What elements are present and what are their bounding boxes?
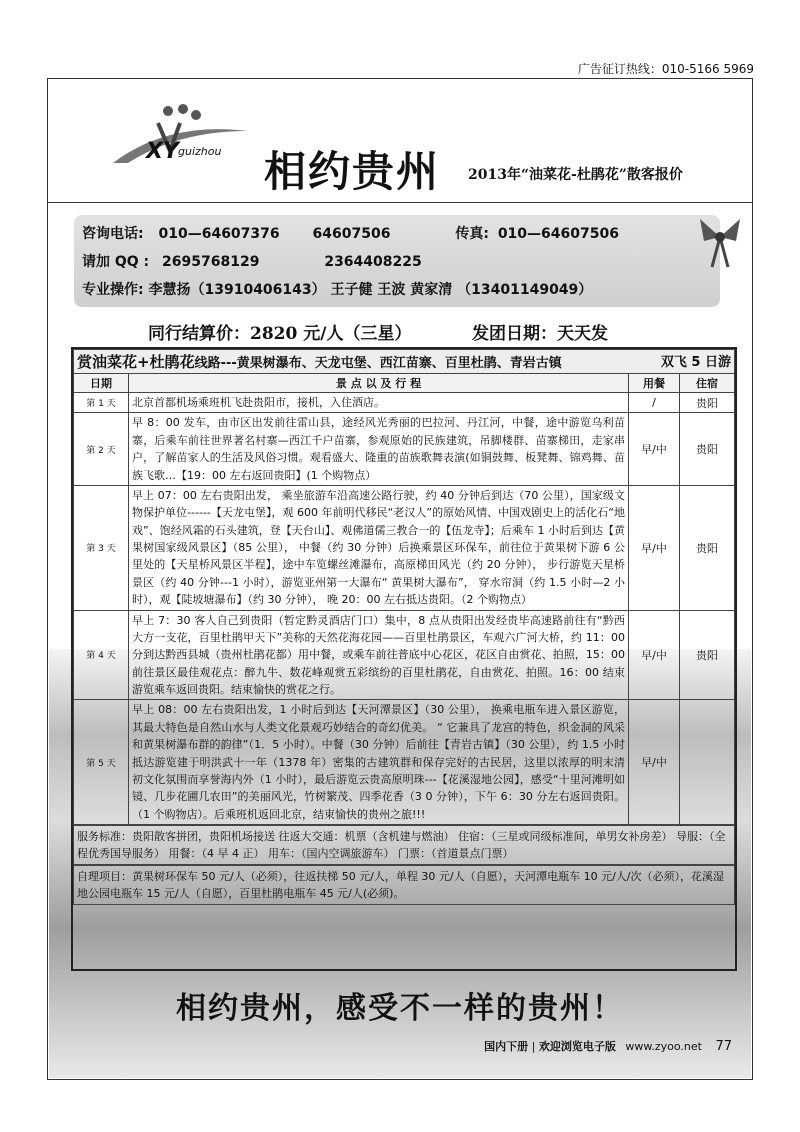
phone-2: 64607506 bbox=[312, 226, 391, 242]
departure-date: 发团日期：天天发 bbox=[472, 324, 608, 344]
header-stay: 住宿 bbox=[680, 374, 735, 393]
xy-logo bbox=[108, 101, 258, 181]
page-frame bbox=[47, 78, 753, 1080]
day-desc: 早上 07：00 左右贵阳出发， 乘坐旅游车沿高速公路行驶，约 40 分钟后到达（70 公里），国家级文物保护单位------【天龙屯堡】，观 600 年前明代移民“老汉人”的原始风情、中国戏剧史上的活化石“地戏”、饱经风霜的石头建筑，登【天台山】、观佛道儒三教合一的【伍龙寺】；后乘车 1 小时后到达【黄果树国家级风景区】（85 公里）， 中餐（约 30 分钟）后换乘景区环保车，前往位于黄果树下游 6 公里处的【天星桥风景区半程】，途中车览螺丝滩瀑布，高原梯田风光（约 20 分钟）， 步行游览天星桥景区（约 40 分钟---1 小时），游览亚州第一大瀑布“ 黄果树大瀑布”， 穿水帘洞（约 1.5 小时—2 小时），观【陡坡塘瀑布】（约 30 分钟）， 晚 20：00 左右抵达贵阳。（2 个购物点） bbox=[129, 485, 629, 610]
settle-price: 同行结算价：2820 元/人（三星） bbox=[148, 324, 412, 344]
table-header-row bbox=[74, 374, 735, 393]
day-desc: 早 8：00 发车，由市区出发前往雷山县，途经风光秀丽的巴拉河、丹江河，中餐，途中游览乌利苗寨，后乘车前往世界著名村寨—西江千户苗寨，参观原始的民族建筑，吊脚楼群、苗寨梯田，走家串户，了解苗家人的生活及风俗习惯。观看盛大、隆重的苗族歌舞表演(如铜鼓舞、板凳舞、锦鸡舞、苗族飞歌…【19：00 左右返回贵阳】(1 个购物点） bbox=[129, 413, 629, 486]
logo-swoosh-icon bbox=[108, 101, 258, 181]
footer-divider: | bbox=[531, 1040, 539, 1053]
ad-hotline: 广告征订热线：010-5166 5969 bbox=[577, 62, 754, 76]
day-meal: 早/中 bbox=[629, 700, 680, 825]
table-row bbox=[74, 393, 735, 413]
day-desc: 北京首都机场乘班机飞赴贵阳市，接机，入住酒店。 bbox=[129, 393, 629, 413]
day-stay: 贵阳 bbox=[680, 485, 735, 610]
day-label: 第 1 天 bbox=[74, 393, 129, 413]
page-title: 相约贵州 bbox=[264, 147, 441, 196]
logo-text: XY bbox=[146, 139, 179, 164]
table-row bbox=[74, 700, 735, 825]
phone-label: 咨询电话: bbox=[82, 226, 144, 242]
header bbox=[48, 79, 752, 203]
phone-row bbox=[82, 223, 619, 243]
day-label: 第 3 天 bbox=[74, 485, 129, 610]
table-row bbox=[74, 413, 735, 486]
day-stay: 贵阳 bbox=[680, 610, 735, 700]
table-row bbox=[74, 485, 735, 610]
slogan: 相约贵州，感受不一样的贵州！ bbox=[176, 991, 624, 1026]
fax-label: 传真: bbox=[455, 226, 489, 242]
route-rest: 线路---黄果树瀑布、天龙屯堡、西江苗寨、百里杜鹃、青岩古镇 bbox=[194, 356, 562, 371]
logo-sub: guizhou bbox=[178, 145, 222, 158]
qq-2: 2364408225 bbox=[324, 254, 422, 270]
route-title-row bbox=[74, 350, 735, 374]
footer-welcome: 欢迎浏览电子版 bbox=[538, 1040, 616, 1053]
day-label: 第 5 天 bbox=[74, 700, 129, 825]
service-standards: 服务标准：贵阳散客拼团，贵阳机场接送 往返大交通：机票（含机建与燃油） 住宿：（三星或同级标准间，单男女补房差） 导服：（全程优秀国导服务） 用餐：（4 早 4 正） 用车：（国内空调旅游车） 门票：（首道景点门票） bbox=[73, 825, 735, 865]
route-tag: 双飞 5 日游 bbox=[660, 355, 731, 370]
footer-section: 国内下册 bbox=[484, 1040, 529, 1053]
page-footer bbox=[484, 1038, 732, 1054]
day-meal: 早/中 bbox=[629, 610, 680, 700]
day-stay: 贵阳 bbox=[680, 413, 735, 486]
itinerary-table bbox=[71, 347, 737, 971]
page-subtitle: 2013年“油菜花-杜鹃花”散客报价 bbox=[468, 167, 683, 183]
day-meal: 早/中 bbox=[629, 485, 680, 610]
day-stay bbox=[680, 700, 735, 825]
qq-label: 请加 QQ : bbox=[82, 254, 150, 270]
header-meal: 用餐 bbox=[629, 374, 680, 393]
day-desc: 早上 7：30 客人自己到贵阳（暂定黔灵酒店门口）集中，8 点从贵阳出发经贵毕高速路前往有“黔西大方一支花，百里杜鹃甲天下”美称的天然花海花园——百里杜鹃景区，车观六广河大桥，约 11：00 分到达黔西县城（贵州杜鹃花都）用中餐，或乘车前往普底中心花区，花区自由赏花、拍照，15：00 前往景区最佳观花点：醉九牛、数花峰观赏五彩缤纷的百里杜鹃花，自由赏花、拍照。16：00 结束游览乘车返回贵阳。结束愉快的赏花之行。 bbox=[129, 610, 629, 700]
qq-1: 2695768129 bbox=[162, 254, 260, 270]
gift-bow-icon bbox=[696, 209, 744, 269]
optional-items: 自理项目：黄果树环保车 50 元/人（必须），往返扶梯 50 元/人，单程 30 元/人（自愿），天河潭电瓶车 10 元/人/次（必须），花溪湿地公园电瓶车 15 元/人（自愿），百里杜鹃电瓶车 45 元/人(必须)。 bbox=[73, 865, 735, 905]
day-label: 第 2 天 bbox=[74, 413, 129, 486]
footer-site: www.zyoo.net bbox=[625, 1040, 702, 1053]
day-stay: 贵阳 bbox=[680, 393, 735, 413]
day-desc: 早上 08：00 左右贵阳出发，1 小时后到达【天河潭景区】（30 公里）， 换乘电瓶车进入景区游览，其最大特色是自然山水与人类文化景观巧妙结合的奇幻优美。 “ 它兼具了龙宫的特色，织金洞的风采和黄果树瀑布群的韵律”（1．5 小时）。中餐（30 分钟）后前往【青岩古镇】（30 公里），约 1.5 小时抵达游览建于明洪武十一年（1378 年）密集的古建筑群和保存完好的古民居，这里以浓厚的明末清初文化氛围而享誉海内外（1 小时），最后游览云贵高原明珠---【花溪湿地公园】，感受“十里河滩明如镜、几步花圃几农田”的美丽风光，竹树繁茂、四季花香（3 0 分钟），下午 6：30 分左右返回贵阳。（1 个购物店）。后乘班机返回北京，结束愉快的贵州之旅!!! bbox=[129, 700, 629, 825]
ops-names: 李慧扬（13910406143） 王子健 王波 黄家清 （13401149049） bbox=[148, 282, 593, 298]
contact-panel bbox=[74, 215, 720, 307]
header-date: 日期 bbox=[74, 374, 129, 393]
ops-label: 专业操作: bbox=[82, 282, 144, 298]
fax-number: 010—64607506 bbox=[497, 226, 619, 242]
day-label: 第 4 天 bbox=[74, 610, 129, 700]
day-meal: / bbox=[629, 393, 680, 413]
phone-1: 010—64607376 bbox=[158, 226, 280, 242]
header-itinerary: 景 点 以 及 行 程 bbox=[129, 374, 629, 393]
day-meal: 早/中 bbox=[629, 413, 680, 486]
ops-row bbox=[82, 279, 592, 299]
table-row bbox=[74, 610, 735, 700]
route-title: 赏油菜花+杜鹃花 bbox=[77, 353, 195, 371]
page-number: 77 bbox=[715, 1039, 732, 1054]
qq-row bbox=[82, 251, 422, 271]
